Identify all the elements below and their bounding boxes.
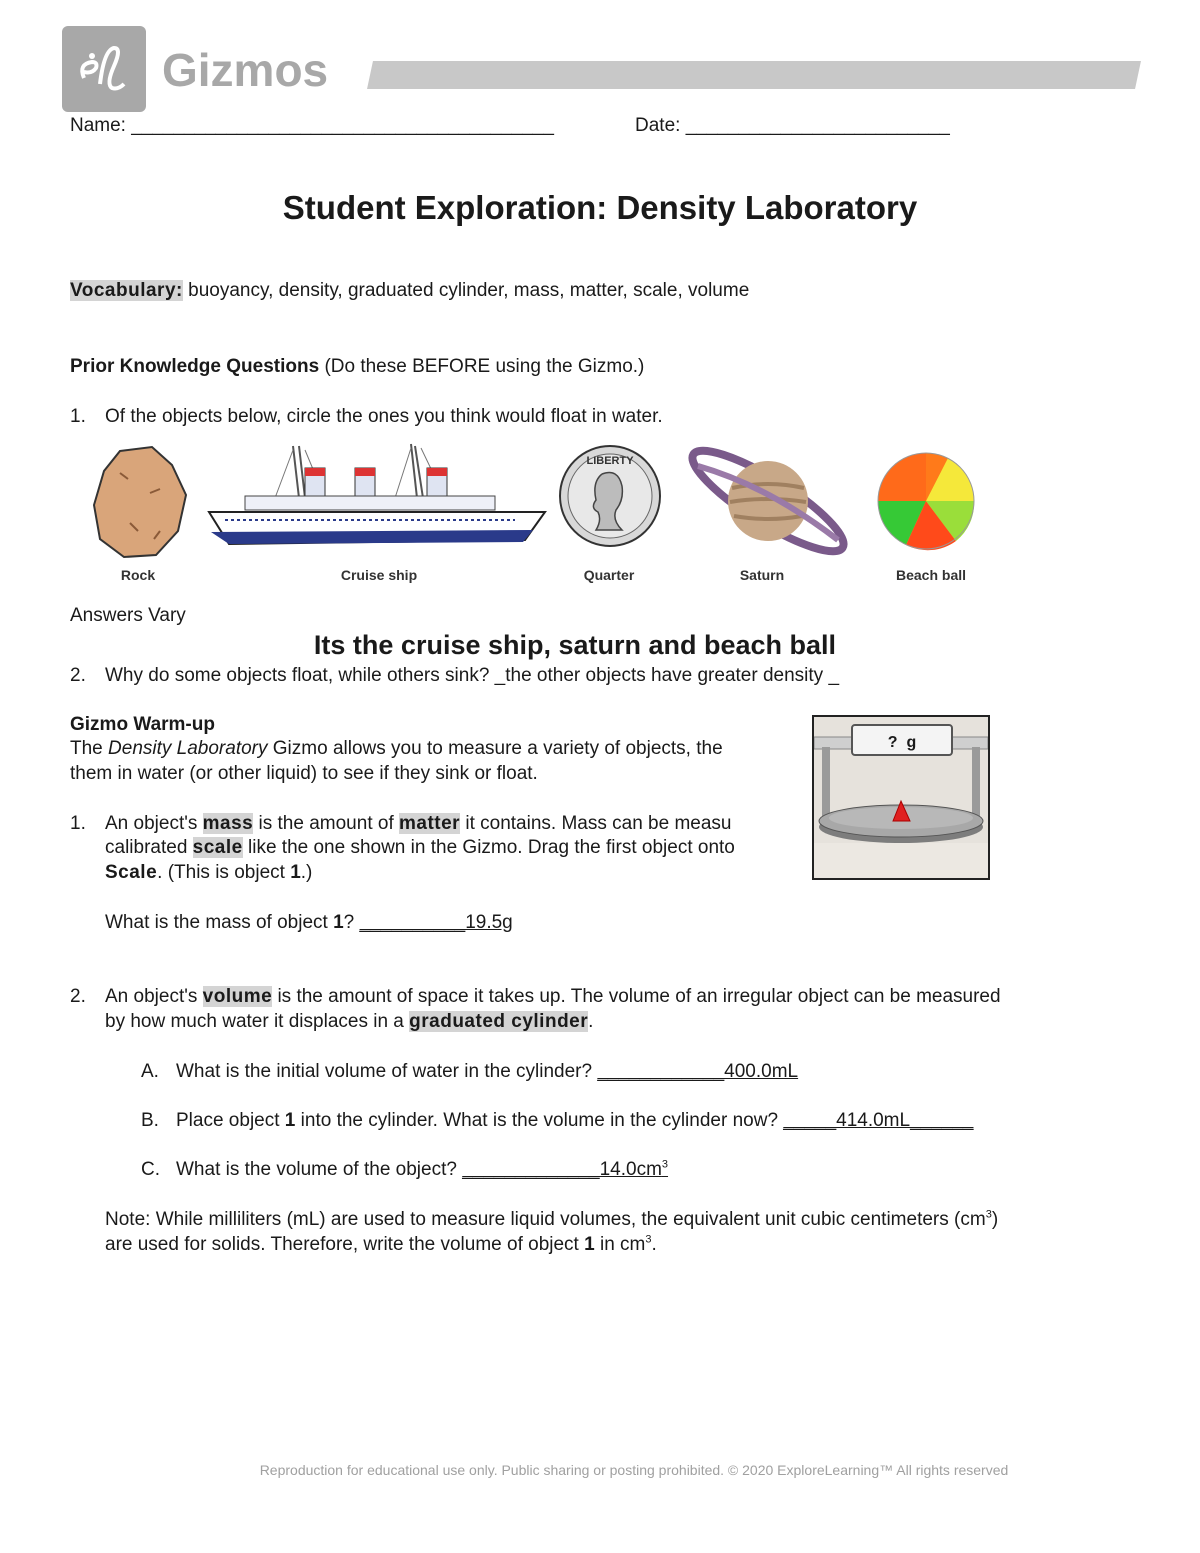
header-bar (367, 61, 1141, 89)
note-l1-end: ) (991, 1209, 999, 1230)
prior-knowledge-heading (70, 355, 644, 379)
note-l2-end: . (651, 1234, 657, 1255)
q1-mid: is the amount of (253, 813, 399, 834)
date-label: Date: (635, 115, 681, 136)
name-blank: ________________________________________ (131, 115, 554, 136)
term-mass: mass (202, 813, 254, 834)
b-pre: Place object (176, 1110, 285, 1131)
note-l2-sup: 3 (645, 1233, 652, 1246)
q1-l2-post: like the one shown in the Gizmo. Drag the first object onto (242, 837, 735, 858)
note-sup: 3 (985, 1208, 992, 1221)
quarter-icon[interactable] (558, 440, 662, 552)
mass-question (105, 911, 513, 935)
name-label: Name: (70, 115, 126, 136)
prior-heading-note: (Do these BEFORE using the Gizmo.) (324, 356, 645, 377)
caption-quarter: Quarter (583, 567, 635, 583)
q-number: 1. (70, 406, 86, 427)
note-l2-mid: in cm (594, 1234, 646, 1255)
rock-icon[interactable] (90, 443, 190, 561)
b-answer[interactable]: _____414.0mL______ (783, 1110, 974, 1131)
object-number: 1 (290, 862, 301, 883)
a-answer[interactable]: ____________400.0mL (597, 1061, 799, 1082)
q1-pre: An object's (105, 813, 203, 834)
el-logo-icon (62, 26, 146, 112)
letter-b: B. (141, 1110, 159, 1131)
intro-italic: Density Laboratory (108, 738, 268, 759)
cruise-ship-icon[interactable] (205, 440, 550, 550)
caption-rock: Rock (120, 567, 156, 583)
gizmos-logo (62, 26, 146, 112)
date-field[interactable] (635, 114, 950, 138)
letter-c: C. (141, 1159, 160, 1180)
vocabulary-label: Vocabulary: (70, 280, 183, 301)
term-volume: volume (202, 986, 273, 1007)
warmup-q2-line2 (105, 1010, 593, 1034)
caption-cruise-ship: Cruise ship (340, 567, 418, 583)
q2-pre: An object's (105, 986, 203, 1007)
mass-q-num: 1 (333, 912, 344, 933)
warmup-q2-line1 (70, 985, 1001, 1009)
note-l1: Note: While milliliters (mL) are used to measure liquid volumes, the equivalent unit cubic centimeters (cm (105, 1209, 986, 1230)
q-number: 2. (70, 665, 86, 686)
sub-question-a (141, 1060, 798, 1084)
a-text: What is the initial volume of water in the cylinder? (176, 1061, 598, 1082)
sub-question-b (141, 1109, 973, 1133)
q-number: 2. (70, 986, 86, 1007)
mass-answer[interactable]: __________19.5g (359, 912, 513, 933)
prior-q1 (70, 405, 663, 429)
warmup-intro-line2: them in water (or other liquid) to see if they sink or float. (70, 763, 538, 784)
scale-bold: Scale (105, 862, 158, 883)
term-scale: scale (192, 837, 243, 858)
q1-l3-mid: . (This is object (157, 862, 291, 883)
b-num: 1 (284, 1110, 296, 1131)
prior-heading-text: Prior Knowledge Questions (70, 356, 320, 377)
beach-ball-icon[interactable] (876, 446, 976, 556)
c-answer[interactable] (462, 1159, 668, 1180)
q2-post: is the amount of space it takes up. The volume of an irregular object can be measured (272, 986, 1001, 1007)
big-answer: Its the cruise ship, saturn and beach ball (313, 630, 837, 660)
caption-beach-ball: Beach ball (895, 567, 967, 583)
logo-wordmark: Gizmos (162, 44, 329, 96)
term-graduated-cylinder: graduated cylinder (409, 1011, 589, 1032)
answers-vary: Answers Vary (70, 605, 186, 626)
c-text: What is the volume of the object? (176, 1159, 463, 1180)
note-line2 (105, 1233, 657, 1257)
c-answer-sup: 3 (661, 1158, 669, 1171)
warmup-heading: Gizmo Warm-up (70, 714, 215, 735)
warmup-intro-line1 (70, 737, 723, 761)
intro-pre: The (70, 738, 109, 759)
q1-l3-end: .) (300, 862, 313, 883)
name-field[interactable] (70, 114, 554, 138)
mass-q-pre: What is the mass of object (105, 912, 334, 933)
quarter-text: LIBERTY (586, 455, 634, 467)
footer: Reproduction for educational use only. Public sharing or posting prohibited. © 2020 ExploreLearning™ All rights reserved (259, 1462, 1009, 1478)
scale-image[interactable] (812, 715, 990, 880)
c-answer-text: _____________14.0cm (462, 1159, 662, 1180)
q2-l2-pre: by how much water it displaces in a (105, 1011, 410, 1032)
vocabulary-line (70, 279, 749, 303)
page-title: Student Exploration: Density Laboratory (282, 189, 918, 226)
q-text: Why do some objects float, while others sink? _the other objects have greater density _ (105, 665, 840, 686)
letter-a: A. (141, 1061, 159, 1082)
q-text: Of the objects below, circle the ones you think would float in water. (105, 406, 663, 427)
b-post: into the cylinder. What is the volume in the cylinder now? (295, 1110, 784, 1131)
note-l2-num: 1 (584, 1234, 595, 1255)
note-line1 (105, 1208, 998, 1232)
warmup-q1-line2 (105, 836, 735, 860)
caption-saturn: Saturn (739, 567, 785, 583)
prior-q2 (70, 664, 839, 688)
mass-q-post: ? (343, 912, 360, 933)
saturn-icon[interactable] (684, 440, 852, 562)
term-matter: matter (399, 813, 461, 834)
warmup-q1-line3 (105, 861, 312, 885)
sub-question-c (141, 1158, 668, 1182)
intro-post: Gizmo allows you to measure a variety of objects, the (267, 738, 723, 759)
warmup-q1-line1 (70, 812, 732, 836)
vocabulary-terms: buoyancy, density, graduated cylinder, mass, matter, scale, volume (188, 280, 750, 301)
scale-display: ? g (887, 734, 917, 751)
q-number: 1. (70, 813, 86, 834)
q2-l2-post: . (588, 1011, 594, 1032)
date-blank: _________________________ (685, 115, 950, 136)
note-l2-pre: are used for solids. Therefore, write the volume of object (105, 1234, 585, 1255)
q1-post: it contains. Mass can be measu (460, 813, 732, 834)
q1-l2-pre: calibrated (105, 837, 193, 858)
